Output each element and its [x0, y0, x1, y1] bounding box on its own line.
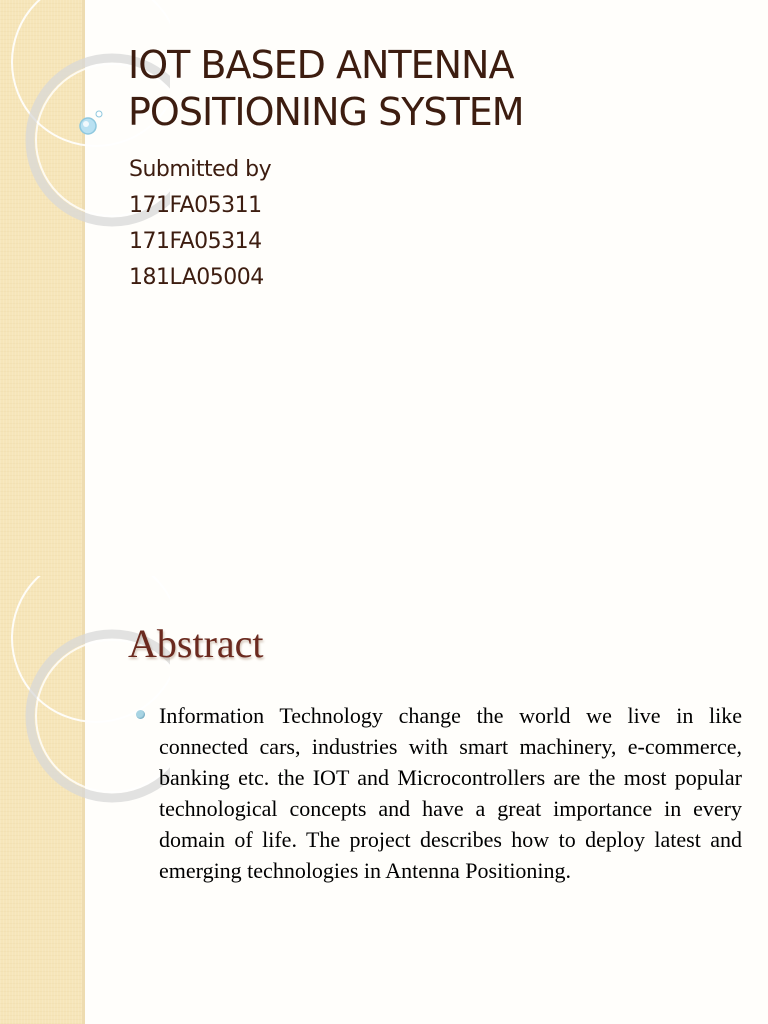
submitted-by-block [129, 152, 629, 296]
abstract-bullet-list [136, 700, 742, 886]
abstract-text: Information Technology change the world we live in like connected cars, industries with smart machinery, e-commerce, banking etc. the IOT and Microcontrollers are the most popular technological concepts and have a great importance in every domain of life. The project describes how to deploy latest and emerging technologies in Antenna Positioning. [159, 703, 742, 883]
slide-title: IOT BASED ANTENNA POSITIONING SYSTEM [128, 43, 524, 134]
student-id: 171FA05311 [129, 193, 262, 218]
student-id: 171FA05314 [129, 229, 262, 254]
submitted-by-label: Submitted by [129, 157, 272, 182]
abstract-heading: Abstract [128, 621, 264, 666]
abstract-slide [0, 576, 768, 1024]
abstract-bullet-item [136, 700, 742, 886]
bullet-icon [136, 710, 145, 719]
student-id: 181LA05004 [129, 265, 264, 290]
